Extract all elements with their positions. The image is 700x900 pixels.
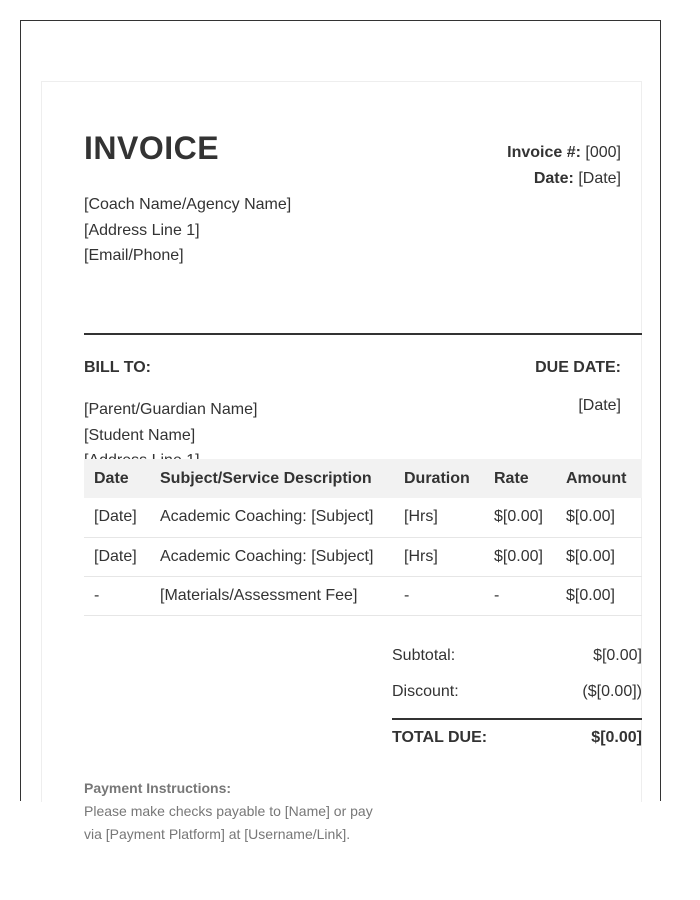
table-header-row — [84, 459, 642, 498]
cell-rate: $[0.00] — [484, 498, 556, 537]
cell-amount: $[0.00] — [556, 498, 642, 537]
line-items-table — [84, 459, 642, 616]
bill-to-student: [Student Name] — [84, 426, 196, 444]
cell-description: Academic Coaching: [Subject] — [150, 498, 394, 537]
page-border — [20, 20, 661, 842]
bill-to-heading: BILL TO: — [84, 359, 151, 376]
sender-address: [Address Line 1] — [84, 221, 200, 239]
invoice-sheet — [41, 81, 642, 842]
header-divider — [84, 333, 642, 335]
cell-amount: $[0.00] — [556, 576, 642, 615]
invoice-date — [507, 166, 621, 192]
discount-value: ($[0.00]) — [582, 683, 642, 700]
total-due-row — [392, 720, 642, 756]
due-date-heading: DUE DATE: — [535, 359, 621, 376]
payment-instructions-heading: Payment Instructions: — [84, 780, 232, 796]
cell-description: [Materials/Assessment Fee] — [150, 576, 394, 615]
invoice-title: INVOICE — [84, 130, 220, 166]
cell-description: Academic Coaching: [Subject] — [150, 537, 394, 576]
discount-label: Discount: — [392, 683, 459, 700]
invoice-date-label: Date: — [533, 170, 574, 187]
total-due-label: TOTAL DUE: — [392, 729, 488, 746]
column-header-description: Subject/Service Description — [150, 459, 394, 498]
bill-to-guardian: [Parent/Guardian Name] — [84, 401, 258, 418]
invoice-number — [507, 140, 621, 166]
due-date-value: [Date] — [578, 397, 621, 414]
total-due-value: $[0.00] — [591, 729, 642, 746]
cell-duration: - — [394, 576, 484, 615]
column-header-rate: Rate — [484, 459, 556, 498]
cell-rate: $[0.00] — [484, 537, 556, 576]
discount-row — [392, 674, 642, 710]
invoice-date-value: [Date] — [578, 170, 621, 187]
totals-block — [392, 638, 642, 756]
invoice-number-value: [000] — [585, 144, 621, 161]
table-row — [84, 498, 642, 537]
table-row — [84, 576, 642, 615]
cell-date: - — [84, 576, 150, 615]
subtotal-label: Subtotal: — [392, 647, 456, 664]
invoice-number-label: Invoice #: — [507, 144, 581, 161]
column-header-duration: Duration — [394, 459, 484, 498]
subtotal-row — [392, 638, 642, 674]
cell-duration: [Hrs] — [394, 498, 484, 537]
sender-block — [84, 192, 291, 269]
column-header-amount: Amount — [556, 459, 642, 498]
table-row — [84, 537, 642, 576]
sender-name: [Coach Name/Agency Name] — [84, 196, 292, 213]
cell-date: [Date] — [84, 498, 150, 537]
payment-instructions-text: Please make checks payable to [Name] or pay via [Payment Platform] at [Username/Link]. — [84, 803, 373, 842]
subtotal-value: $[0.00] — [593, 647, 642, 664]
sender-contact: [Email/Phone] — [84, 247, 184, 264]
cell-rate: - — [484, 576, 556, 615]
cell-date: [Date] — [84, 537, 150, 576]
column-header-date: Date — [84, 459, 150, 498]
cell-amount: $[0.00] — [556, 537, 642, 576]
cell-duration: [Hrs] — [394, 537, 484, 576]
payment-instructions — [84, 777, 389, 846]
invoice-meta — [507, 140, 621, 192]
